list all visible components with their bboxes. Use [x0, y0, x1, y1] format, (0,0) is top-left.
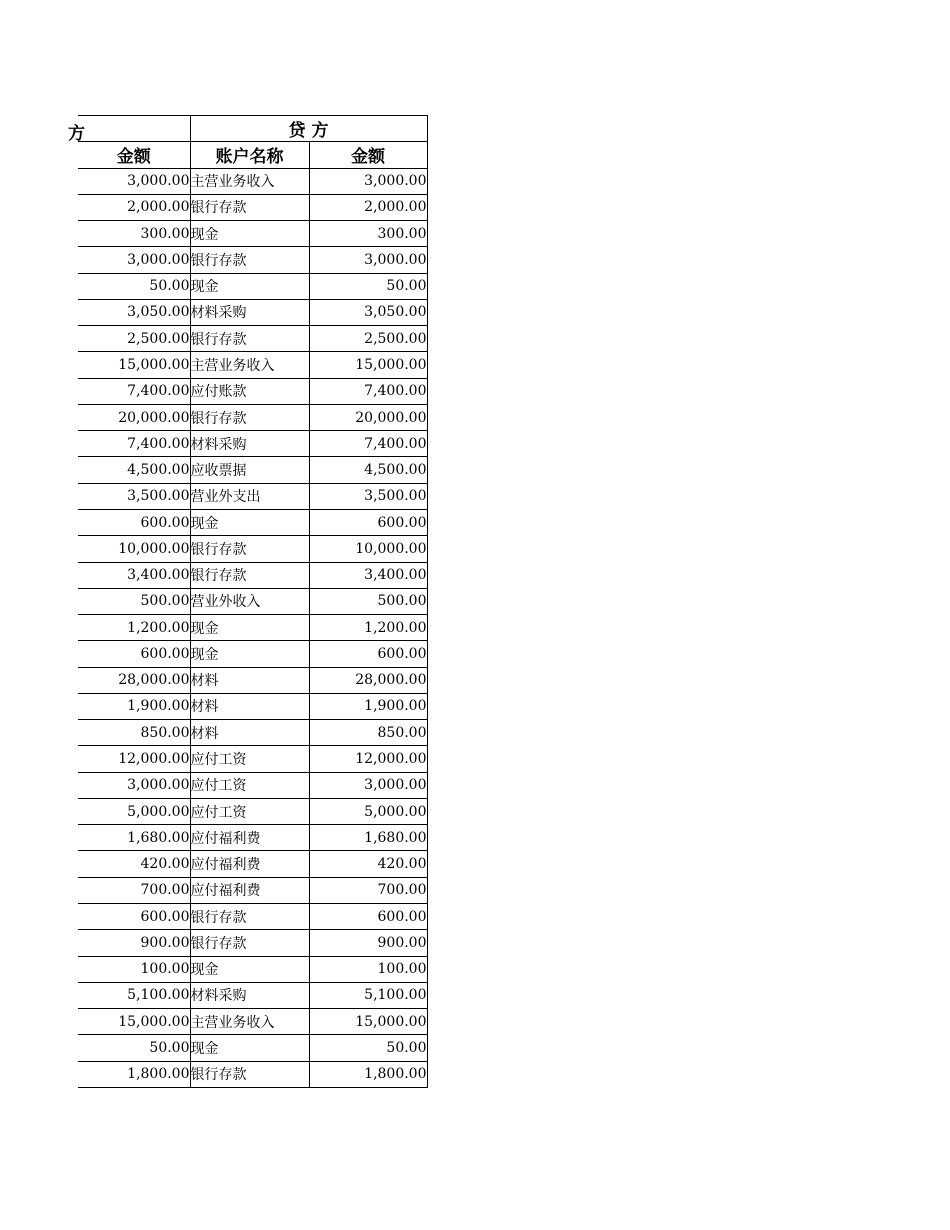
table-row — [78, 483, 427, 509]
debit-group-label: 方 — [68, 124, 85, 144]
credit-account-cell[interactable]: 银行存款 — [190, 194, 309, 220]
credit-amount-cell[interactable]: 3,050.00 — [309, 299, 427, 325]
credit-amount-cell[interactable]: 3,000.00 — [309, 772, 427, 798]
table-row — [78, 352, 427, 378]
credit-account-cell[interactable]: 材料采购 — [190, 431, 309, 457]
debit-amount-cell[interactable]: 1,200.00 — [78, 615, 190, 641]
table-row — [78, 1061, 427, 1087]
debit-amount-cell[interactable]: 1,900.00 — [78, 693, 190, 719]
table-row — [78, 877, 427, 903]
credit-amount-cell[interactable]: 3,000.00 — [309, 247, 427, 273]
debit-amount-cell[interactable]: 500.00 — [78, 588, 190, 614]
credit-account-cell[interactable]: 应付福利费 — [190, 851, 309, 877]
credit-amount-cell[interactable]: 500.00 — [309, 588, 427, 614]
debit-amount-cell[interactable]: 3,000.00 — [78, 772, 190, 798]
debit-amount-cell[interactable]: 600.00 — [78, 509, 190, 535]
debit-amount-header: 金额 — [78, 142, 190, 168]
debit-amount-cell[interactable]: 420.00 — [78, 851, 190, 877]
table-row — [78, 247, 427, 273]
table-row — [78, 956, 427, 982]
credit-account-cell[interactable]: 应收票据 — [190, 457, 309, 483]
table-row — [78, 615, 427, 641]
debit-amount-cell[interactable]: 12,000.00 — [78, 746, 190, 772]
debit-amount-cell[interactable]: 5,100.00 — [78, 982, 190, 1008]
table-row — [78, 326, 427, 352]
credit-account-cell[interactable]: 应付账款 — [190, 378, 309, 404]
table-row — [78, 667, 427, 693]
debit-amount-cell[interactable]: 600.00 — [78, 641, 190, 667]
table-row — [78, 404, 427, 430]
credit-amount-cell[interactable]: 3,500.00 — [309, 483, 427, 509]
account-name-header: 账户名称 — [190, 142, 309, 168]
credit-account-cell[interactable]: 材料 — [190, 693, 309, 719]
credit-account-cell[interactable]: 材料采购 — [190, 299, 309, 325]
credit-account-cell[interactable]: 应付工资 — [190, 798, 309, 824]
credit-account-cell[interactable]: 主营业务收入 — [190, 1009, 309, 1035]
credit-amount-cell[interactable]: 50.00 — [309, 273, 427, 299]
credit-account-cell[interactable]: 现金 — [190, 615, 309, 641]
table-row — [78, 536, 427, 562]
table-row — [78, 273, 427, 299]
table-row — [78, 457, 427, 483]
credit-amount-cell[interactable]: 15,000.00 — [309, 1009, 427, 1035]
credit-account-cell[interactable]: 银行存款 — [190, 404, 309, 430]
credit-account-cell[interactable]: 银行存款 — [190, 903, 309, 929]
debit-amount-cell[interactable]: 28,000.00 — [78, 667, 190, 693]
table-row — [78, 798, 427, 824]
debit-amount-cell[interactable]: 50.00 — [78, 1035, 190, 1061]
credit-amount-cell[interactable]: 600.00 — [309, 509, 427, 535]
credit-amount-cell[interactable]: 1,800.00 — [309, 1061, 427, 1087]
header-row-columns — [78, 142, 427, 168]
credit-amount-header: 金额 — [309, 142, 427, 168]
credit-amount-cell[interactable]: 850.00 — [309, 720, 427, 746]
credit-account-cell[interactable]: 银行存款 — [190, 536, 309, 562]
debit-amount-cell[interactable]: 3,500.00 — [78, 483, 190, 509]
debit-amount-cell[interactable]: 3,000.00 — [78, 247, 190, 273]
credit-amount-cell[interactable]: 2,000.00 — [309, 194, 427, 220]
credit-account-cell[interactable]: 材料 — [190, 667, 309, 693]
debit-amount-cell[interactable]: 20,000.00 — [78, 404, 190, 430]
table-row — [78, 930, 427, 956]
credit-amount-cell[interactable]: 420.00 — [309, 851, 427, 877]
table-row — [78, 509, 427, 535]
table-row — [78, 1035, 427, 1061]
credit-account-cell[interactable]: 现金 — [190, 221, 309, 247]
debit-amount-cell[interactable]: 1,800.00 — [78, 1061, 190, 1087]
credit-group-header: 贷 方 — [190, 116, 427, 142]
debit-amount-cell[interactable]: 3,000.00 — [78, 168, 190, 194]
credit-account-cell[interactable]: 材料 — [190, 720, 309, 746]
table-row — [78, 825, 427, 851]
debit-amount-cell[interactable]: 2,000.00 — [78, 194, 190, 220]
table-row — [78, 562, 427, 588]
table-row — [78, 221, 427, 247]
table-row — [78, 194, 427, 220]
credit-account-cell[interactable]: 银行存款 — [190, 326, 309, 352]
credit-account-cell[interactable]: 主营业务收入 — [190, 352, 309, 378]
table-row — [78, 641, 427, 667]
credit-account-cell[interactable]: 应付工资 — [190, 772, 309, 798]
credit-amount-cell[interactable]: 50.00 — [309, 1035, 427, 1061]
credit-amount-cell[interactable]: 5,100.00 — [309, 982, 427, 1008]
credit-amount-cell[interactable]: 28,000.00 — [309, 667, 427, 693]
credit-account-cell[interactable]: 主营业务收入 — [190, 168, 309, 194]
debit-amount-cell[interactable]: 700.00 — [78, 877, 190, 903]
debit-amount-cell[interactable]: 850.00 — [78, 720, 190, 746]
table-row — [78, 746, 427, 772]
credit-account-cell[interactable]: 银行存款 — [190, 930, 309, 956]
credit-amount-cell[interactable]: 900.00 — [309, 930, 427, 956]
credit-amount-cell[interactable]: 20,000.00 — [309, 404, 427, 430]
credit-amount-cell[interactable]: 15,000.00 — [309, 352, 427, 378]
credit-account-cell[interactable]: 应付工资 — [190, 746, 309, 772]
debit-amount-cell[interactable]: 100.00 — [78, 956, 190, 982]
credit-amount-cell[interactable]: 12,000.00 — [309, 746, 427, 772]
table-row — [78, 1009, 427, 1035]
credit-account-cell[interactable]: 应付福利费 — [190, 877, 309, 903]
debit-amount-cell[interactable]: 3,050.00 — [78, 299, 190, 325]
credit-account-cell[interactable]: 现金 — [190, 1035, 309, 1061]
table-row — [78, 431, 427, 457]
debit-amount-cell[interactable]: 1,680.00 — [78, 825, 190, 851]
credit-amount-cell[interactable]: 600.00 — [309, 903, 427, 929]
table-row — [78, 693, 427, 719]
credit-amount-cell[interactable]: 10,000.00 — [309, 536, 427, 562]
credit-account-cell[interactable]: 现金 — [190, 273, 309, 299]
table-row — [78, 720, 427, 746]
credit-account-cell[interactable]: 现金 — [190, 956, 309, 982]
header-row-group — [78, 116, 427, 142]
credit-account-cell[interactable]: 银行存款 — [190, 562, 309, 588]
debit-amount-cell[interactable]: 50.00 — [78, 273, 190, 299]
ledger-table — [68, 115, 428, 1088]
credit-amount-cell[interactable]: 100.00 — [309, 956, 427, 982]
credit-amount-cell[interactable]: 600.00 — [309, 641, 427, 667]
debit-amount-cell[interactable]: 600.00 — [78, 903, 190, 929]
credit-account-cell[interactable]: 材料采购 — [190, 982, 309, 1008]
ledger-body — [78, 168, 427, 1087]
debit-amount-cell[interactable]: 15,000.00 — [78, 352, 190, 378]
credit-account-cell[interactable]: 应付福利费 — [190, 825, 309, 851]
debit-amount-cell[interactable]: 3,400.00 — [78, 562, 190, 588]
table-row — [78, 588, 427, 614]
credit-amount-cell[interactable]: 5,000.00 — [309, 798, 427, 824]
credit-amount-cell[interactable]: 2,500.00 — [309, 326, 427, 352]
table-row — [78, 772, 427, 798]
credit-amount-cell[interactable]: 1,900.00 — [309, 693, 427, 719]
credit-account-cell[interactable]: 银行存款 — [190, 247, 309, 273]
credit-amount-cell[interactable]: 3,000.00 — [309, 168, 427, 194]
debit-amount-cell[interactable]: 900.00 — [78, 930, 190, 956]
credit-amount-cell[interactable]: 1,680.00 — [309, 825, 427, 851]
credit-amount-cell[interactable]: 7,400.00 — [309, 431, 427, 457]
credit-amount-cell[interactable]: 300.00 — [309, 221, 427, 247]
debit-amount-cell[interactable]: 4,500.00 — [78, 457, 190, 483]
debit-amount-cell[interactable]: 300.00 — [78, 221, 190, 247]
table-row — [78, 851, 427, 877]
debit-amount-cell[interactable]: 5,000.00 — [78, 798, 190, 824]
credit-account-cell[interactable]: 现金 — [190, 641, 309, 667]
table-row — [78, 903, 427, 929]
credit-account-cell[interactable]: 营业外收入 — [190, 588, 309, 614]
credit-account-cell[interactable]: 银行存款 — [190, 1061, 309, 1087]
table-row — [78, 982, 427, 1008]
credit-amount-cell[interactable]: 7,400.00 — [309, 378, 427, 404]
credit-amount-cell[interactable]: 1,200.00 — [309, 615, 427, 641]
debit-amount-cell[interactable]: 2,500.00 — [78, 326, 190, 352]
debit-amount-cell[interactable]: 7,400.00 — [78, 378, 190, 404]
debit-amount-cell[interactable]: 7,400.00 — [78, 431, 190, 457]
debit-group-header — [68, 116, 190, 144]
debit-amount-cell[interactable]: 10,000.00 — [78, 536, 190, 562]
table-row — [78, 378, 427, 404]
debit-amount-cell[interactable]: 15,000.00 — [78, 1009, 190, 1035]
credit-amount-cell[interactable]: 4,500.00 — [309, 457, 427, 483]
credit-amount-cell[interactable]: 3,400.00 — [309, 562, 427, 588]
credit-amount-cell[interactable]: 700.00 — [309, 877, 427, 903]
credit-account-cell[interactable]: 现金 — [190, 509, 309, 535]
table-row — [78, 299, 427, 325]
credit-account-cell[interactable]: 营业外支出 — [190, 483, 309, 509]
table-row — [78, 168, 427, 194]
